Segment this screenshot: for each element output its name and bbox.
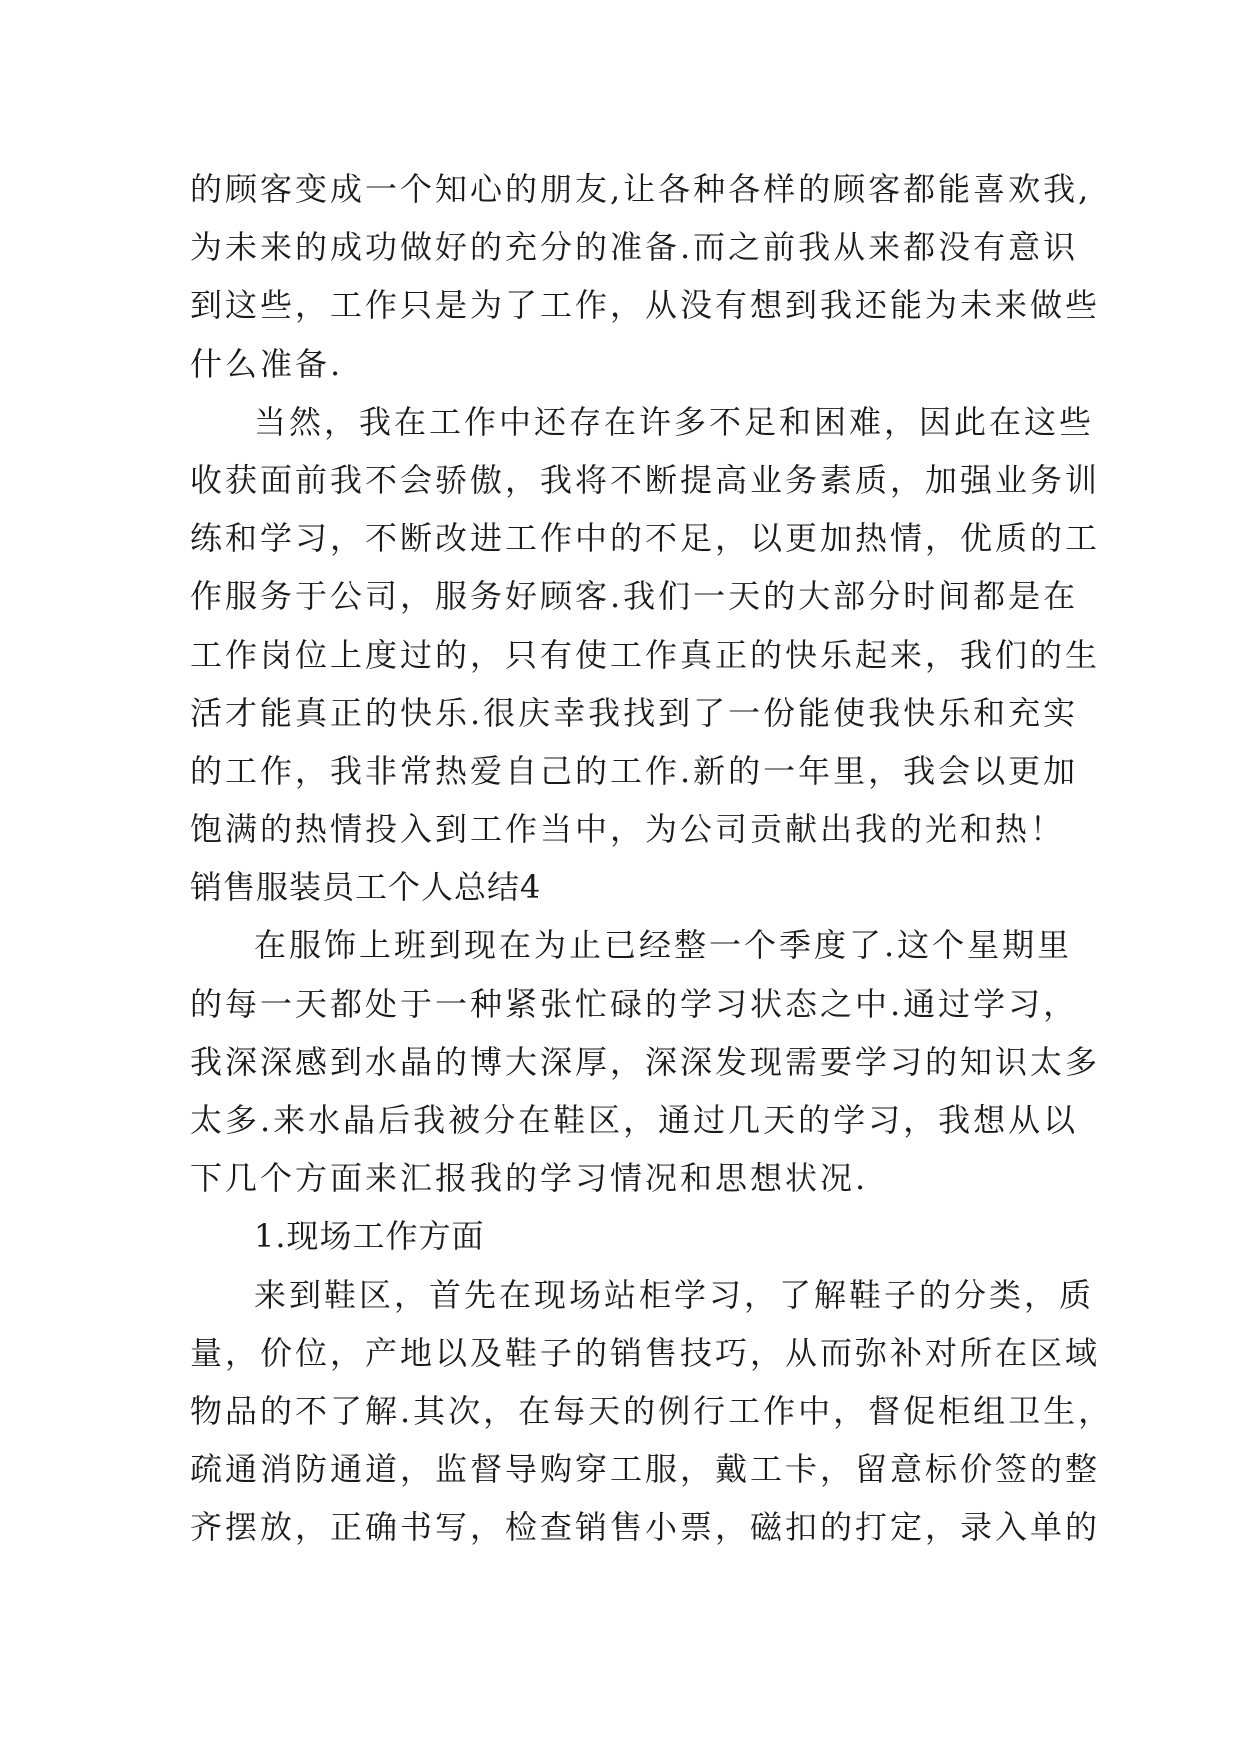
section-heading: 销售服装员工个人总结4 [190,868,542,907]
text-line: 饱满的热情投入到工作当中，为公司贡献出我的光和热！ [190,810,1066,849]
text-line: 的工作，我非常热爱自己的工作.新的一年里，我会以更加 [190,751,1079,790]
text-line: 什么准备. [190,344,344,383]
text-line: 工作岗位上度过的，只有使工作真正的快乐起来，我们的生 [190,635,1101,674]
paragraph-start-line: 来到鞋区，首先在现场站柜学习，了解鞋子的分类，质 [254,1275,1095,1314]
text-line: 收获面前我不会骄傲，我将不断提高业务素质，加强业务训 [190,460,1101,499]
text-line: 的每一天都处于一种紧张忙碌的学习状态之中.通过学习， [190,984,1079,1023]
paragraph-start-line: 在服饰上班到现在为止已经整一个季度了.这个星期里 [254,926,1073,965]
text-line: 我深深感到水晶的博大深厚，深深发现需要学习的知识太多 [190,1042,1101,1081]
text-line: 活才能真正的快乐.很庆幸我找到了一份能使我快乐和充实 [190,693,1079,732]
subsection-heading: 1.现场工作方面 [254,1217,485,1256]
text-line: 物品的不了解.其次，在每天的例行工作中，督促柜组卫生， [190,1391,1114,1430]
text-line: 到这些，工作只是为了工作，从没有想到我还能为未来做些 [190,286,1101,325]
text-line: 练和学习，不断改进工作中的不足，以更加热情，优质的工 [190,519,1101,558]
text-line: 太多.来水晶后我被分在鞋区，通过几天的学习，我想从以 [190,1101,1079,1139]
paragraph-start-line: 当然，我在工作中还存在许多不足和困难，因此在这些 [254,402,1095,441]
text-line: 作服务于公司，服务好顾客.我们一天的大部分时间都是在 [190,577,1079,616]
text-line: 下几个方面来汇报我的学习情况和思想状况. [190,1159,869,1198]
text-line: 的顾客变成一个知心的朋友,让各种各样的顾客都能喜欢我, [190,170,1092,208]
text-line: 为未来的成功做好的充分的准备.而之前我从来都没有意识 [190,228,1079,267]
text-line: 量，价位，产地以及鞋子的销售技巧，从而弥补对所在区域 [190,1333,1101,1372]
text-line: 疏通消防通道，监督导购穿工服，戴工卡，留意标价签的整 [190,1450,1101,1489]
text-line: 齐摆放，正确书写，检查销售小票，磁扣的打定，录入单的 [190,1508,1101,1547]
document-body [190,160,1114,1557]
